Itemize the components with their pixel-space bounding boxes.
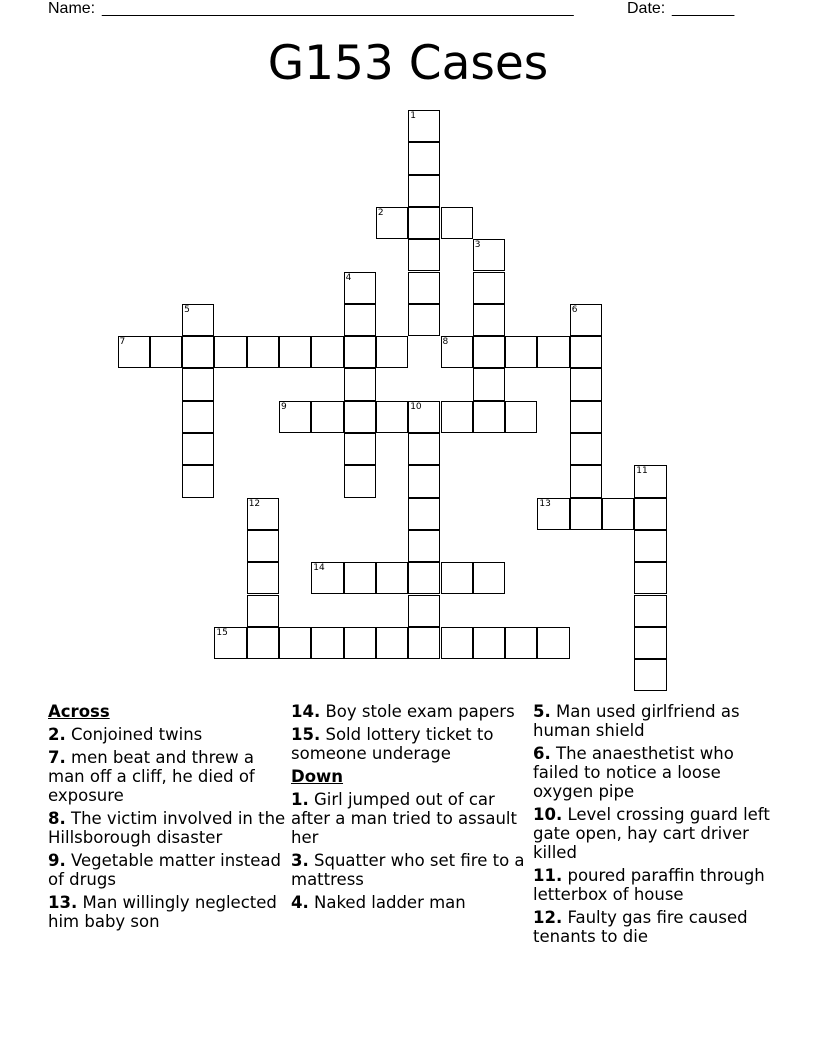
grid-cell[interactable]: [279, 627, 311, 659]
grid-cell[interactable]: [602, 498, 634, 530]
clue-item: [533, 702, 773, 740]
clue-item: [533, 908, 773, 946]
clue-text: poured paraffin through letterbox of house: [533, 866, 765, 904]
grid-cell[interactable]: [376, 627, 408, 659]
name-field[interactable]: _____________________________________________________: [102, 0, 574, 17]
clue-number: 6.: [533, 744, 551, 763]
clue-number: 8: [442, 337, 449, 348]
grid-cell[interactable]: [376, 336, 408, 368]
clue-number: 12.: [533, 908, 563, 927]
grid-cell[interactable]: [150, 336, 182, 368]
clue-text: Level crossing guard left gate open, hay cart driver killed: [533, 805, 770, 862]
grid-cell[interactable]: [247, 595, 279, 627]
clue-number: 2.: [48, 725, 66, 744]
grid-cell[interactable]: [182, 401, 214, 433]
clue-text: Girl jumped out of car after a man tried to assault her: [291, 790, 517, 847]
clue-item: [48, 893, 288, 931]
grid-cell[interactable]: [473, 627, 505, 659]
grid-cell[interactable]: [408, 142, 440, 174]
grid-cell[interactable]: [344, 465, 376, 497]
down-heading: Down: [291, 767, 344, 786]
clue-item: [533, 805, 773, 862]
grid-cell[interactable]: [408, 465, 440, 497]
clues-column-1: [48, 702, 288, 935]
clue-item: [291, 702, 531, 721]
clue-number: 9: [281, 401, 287, 412]
clue-text: Conjoined twins: [65, 725, 203, 744]
date-label: Date:: [627, 0, 666, 17]
across-heading: Across: [48, 702, 110, 721]
clue-number: 7: [119, 337, 126, 348]
grid-cell[interactable]: [441, 336, 473, 368]
clue-text: Man willingly neglected him baby son: [48, 893, 277, 931]
grid-cell[interactable]: [408, 207, 440, 239]
grid-cell[interactable]: [344, 368, 376, 400]
clue-item: [291, 851, 531, 889]
clue-text: Naked ladder man: [308, 893, 466, 912]
clue-number: 4: [345, 272, 352, 283]
grid-cell[interactable]: [344, 304, 376, 336]
clue-number: 12: [248, 498, 261, 509]
grid-cell[interactable]: [505, 401, 537, 433]
clue-text: Sold lottery ticket to someone underage: [291, 725, 494, 763]
grid-cell[interactable]: [634, 659, 666, 691]
grid-cell[interactable]: [247, 336, 279, 368]
grid-cell[interactable]: [182, 368, 214, 400]
clue-number: 14.: [291, 702, 321, 721]
grid-cell[interactable]: [537, 627, 569, 659]
grid-cell[interactable]: [214, 627, 246, 659]
grid-cell[interactable]: [311, 562, 343, 594]
grid-cell[interactable]: [344, 433, 376, 465]
grid-cell[interactable]: [182, 433, 214, 465]
clue-number: 14: [313, 563, 325, 574]
clue-item: [48, 809, 288, 847]
grid-cell[interactable]: [344, 562, 376, 594]
grid-cell[interactable]: [279, 336, 311, 368]
clue-item: [48, 748, 288, 805]
grid-cell[interactable]: [473, 272, 505, 304]
grid-cell[interactable]: [473, 368, 505, 400]
clue-number: 6: [571, 304, 578, 315]
name-label: Name:: [48, 0, 96, 17]
grid-cell[interactable]: [634, 530, 666, 562]
grid-cell[interactable]: [311, 336, 343, 368]
grid-cell[interactable]: [537, 498, 569, 530]
grid-cell[interactable]: [570, 465, 602, 497]
clue-number: 2: [377, 207, 384, 218]
clue-number: 1: [410, 111, 416, 121]
grid-cell[interactable]: [570, 336, 602, 368]
grid-cell[interactable]: [570, 304, 602, 336]
grid-cell[interactable]: [376, 562, 408, 594]
grid-cell[interactable]: [311, 627, 343, 659]
grid-cell[interactable]: [408, 595, 440, 627]
clue-number: 15: [216, 627, 228, 638]
grid-cell[interactable]: [441, 562, 473, 594]
clue-text: The anaesthetist who failed to notice a loose oxygen pipe: [533, 744, 734, 801]
grid-cell[interactable]: [408, 304, 440, 336]
clue-item: [291, 725, 531, 763]
grid-cell[interactable]: [408, 627, 440, 659]
grid-cell[interactable]: [441, 401, 473, 433]
grid-cell[interactable]: [408, 272, 440, 304]
grid-cell[interactable]: [570, 498, 602, 530]
clue-number: 13: [539, 498, 551, 509]
grid-cell[interactable]: [634, 595, 666, 627]
clue-item: [291, 790, 531, 847]
grid-cell[interactable]: [634, 627, 666, 659]
grid-cell[interactable]: [408, 401, 440, 433]
clue-text: Boy stole exam papers: [320, 702, 515, 721]
clue-item: [48, 851, 288, 889]
grid-cell[interactable]: [344, 272, 376, 304]
clue-number: 3: [474, 240, 481, 251]
clue-number: 11.: [533, 866, 563, 885]
grid-cell[interactable]: [344, 401, 376, 433]
grid-cell[interactable]: [344, 627, 376, 659]
clue-number: 15.: [291, 725, 321, 744]
grid-cell[interactable]: [634, 465, 666, 497]
clue-number: 11: [636, 466, 648, 477]
grid-cell[interactable]: [537, 336, 569, 368]
grid-cell[interactable]: [376, 207, 408, 239]
grid-cell[interactable]: [473, 304, 505, 336]
page-title: G153 Cases: [267, 36, 549, 91]
clues-column-2: [291, 702, 531, 916]
clue-number: 7.: [48, 748, 66, 767]
grid-cell[interactable]: [570, 368, 602, 400]
clue-number: 10: [410, 401, 422, 412]
grid-cell[interactable]: [311, 401, 343, 433]
clue-text: Squatter who set fire to a mattress: [291, 851, 525, 889]
clues-column-3: [533, 702, 773, 950]
grid-cell[interactable]: [505, 627, 537, 659]
grid-cell[interactable]: [408, 433, 440, 465]
clue-item: [533, 866, 773, 904]
grid-cell[interactable]: [408, 110, 440, 142]
clue-number: 5.: [533, 702, 551, 721]
grid-cell[interactable]: [408, 239, 440, 271]
grid-cell[interactable]: [473, 401, 505, 433]
grid-cell[interactable]: [634, 562, 666, 594]
grid-cell[interactable]: [344, 336, 376, 368]
grid-cell[interactable]: [247, 530, 279, 562]
grid-cell[interactable]: [473, 562, 505, 594]
grid-cell[interactable]: [473, 239, 505, 271]
clue-number: 3.: [291, 851, 309, 870]
grid-cell[interactable]: [441, 207, 473, 239]
grid-cell[interactable]: [408, 175, 440, 207]
grid-cell[interactable]: [408, 530, 440, 562]
clue-number: 9.: [48, 851, 66, 870]
clue-number: 4.: [291, 893, 309, 912]
grid-cell[interactable]: [408, 498, 440, 530]
clue-text: men beat and threw a man off a cliff, he died of exposure: [48, 748, 255, 805]
grid-cell[interactable]: [182, 304, 214, 336]
clue-number: 8.: [48, 809, 66, 828]
grid-cell[interactable]: [214, 336, 246, 368]
clue-number: 13.: [48, 893, 78, 912]
clue-item: [291, 893, 531, 912]
clue-text: Man used girlfriend as human shield: [533, 702, 740, 740]
grid-cell[interactable]: [441, 627, 473, 659]
grid-cell[interactable]: [182, 465, 214, 497]
grid-cell[interactable]: [118, 336, 150, 368]
grid-cell[interactable]: [182, 336, 214, 368]
clue-item: [533, 744, 773, 801]
grid-cell[interactable]: [247, 562, 279, 594]
grid-cell[interactable]: [473, 336, 505, 368]
clue-item: [48, 725, 288, 744]
grid-cell[interactable]: [570, 433, 602, 465]
grid-cell[interactable]: [505, 336, 537, 368]
grid-cell[interactable]: [247, 498, 279, 530]
clue-text: Vegetable matter instead of drugs: [48, 851, 281, 889]
clue-number: 1.: [291, 790, 309, 809]
clue-text: Faulty gas fire caused tenants to die: [533, 908, 748, 946]
clue-number: 10.: [533, 805, 563, 824]
grid-cell[interactable]: [634, 498, 666, 530]
date-field[interactable]: _______: [672, 0, 735, 17]
grid-cell[interactable]: [376, 401, 408, 433]
grid-cell[interactable]: [279, 401, 311, 433]
grid-cell[interactable]: [570, 401, 602, 433]
grid-cell[interactable]: [247, 627, 279, 659]
clue-number: 5: [184, 304, 190, 315]
grid-cell[interactable]: [408, 562, 440, 594]
clue-text: The victim involved in the Hillsborough disaster: [48, 809, 286, 847]
